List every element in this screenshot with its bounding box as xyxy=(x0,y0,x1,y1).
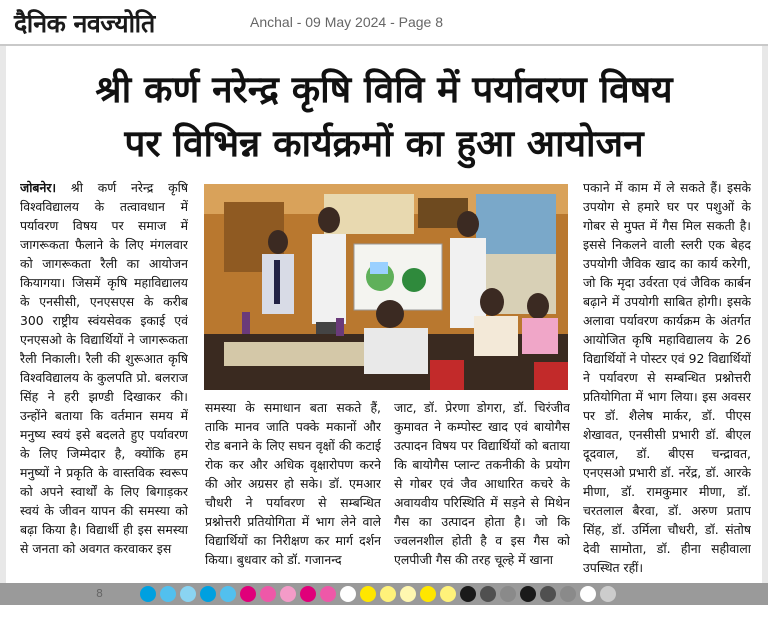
color-swatch xyxy=(280,586,296,602)
article-column-3: जाट, डॉ. प्रेरणा डोगरा, डॉ. चिरंजीव कुमावत ने कम्पोस्ट खाद एवं बायोगैस उत्पादन विषय पर विद्यार्थियों को बताया कि बायोगैस प्लान्ट तकनीकी के प्रयोग से गोबर एवं जैव आधारित कचरे के अवायवीय परिस्थिति में सड़ने से मिथेन गैस का उत्पादन होता है। जो कि ज्वलनशील होती है व इस गैस को एलपीजी गैस की तरह चूल्हे में खाना xyxy=(394,400,570,567)
color-swatch xyxy=(600,586,616,602)
color-swatch xyxy=(140,586,156,602)
color-swatch xyxy=(520,586,536,602)
color-swatch xyxy=(500,586,516,602)
color-swatch xyxy=(460,586,476,602)
color-swatch xyxy=(260,586,276,602)
color-swatch xyxy=(240,586,256,602)
color-swatch xyxy=(220,586,236,602)
color-swatch xyxy=(180,586,196,602)
color-swatch xyxy=(320,586,336,602)
masthead xyxy=(0,0,768,44)
page-edge-left xyxy=(0,46,6,586)
color-swatch xyxy=(380,586,396,602)
article-column-2: समस्या के समाधान बता सकते हैं, ताकि मानव जाति पक्के मकानों और रोड बनाने के लिए सघन वृक्षों की कटाई रोक कर और अधिक वृक्षारोपण करने की ओर अग्रसर हो सके। डॉ. एमआर चौधरी ने पर्यावरण से सम्बन्धित प्रश्नोत्तरी प्रतियोगिता में भाग लेने वाले विद्यार्थियों का निरीक्षण कर मार्ग दर्शन किया। बुधवार को डॉ. गजानन्द xyxy=(205,400,381,567)
color-swatch xyxy=(560,586,576,602)
color-swatch xyxy=(400,586,416,602)
headline-line-1: श्री कर्ण नरेन्द्र कृषि विवि में पर्यावरण विषय xyxy=(95,68,673,111)
color-swatch xyxy=(300,586,316,602)
color-swatch xyxy=(480,586,496,602)
headline-line-2: पर विभिन्न कार्यक्रमों का हुआ आयोजन xyxy=(124,122,644,165)
color-swatch xyxy=(160,586,176,602)
page-edge-right xyxy=(762,46,768,586)
dateline: जोबनेर। xyxy=(20,180,57,195)
color-swatch xyxy=(360,586,376,602)
article-text-1: श्री कर्ण नरेन्द्र कृषि विश्वविद्यालय के तत्वावधान में पर्यावरण विषय पर समाज में जागरूकता फैलाने के लिए मंगलवार को जागरूकता रैली का आयोजन कियागया। जिसमें कृषि महाविद्यालय के एनसीसी, एनएसएस के करीब 300 राष्ट्रीय स्वंयसेवक इकाई एवं एनएसओ के विद्यार्थियों ने जागरूकता रैली निकाली। रैली की शुरूआत कृषि विश्वविद्यालय के कुलपति प्रो. बलराज सिंह ने हरी झण्डी दिखाकर की। उन्होंने बताया कि वर्तमान समय में मनुष्य स्वयं इसे बदलते हुए पर्यावरण के लिए जिम्मेदार है, क्योंकि हम मनुष्यों ने प्रकृति के वास्तविक स्वरूप को अपने स्वार्थों के लिए बिगाड़कर स्वयं के जीवन यापन की समस्या को बढ़ा किया है। विद्यार्थी ही इस समस्या से जनता को अवगत करवाकर इस xyxy=(20,180,188,556)
color-swatch xyxy=(420,586,436,602)
photo-illustration xyxy=(204,184,568,390)
news-photo xyxy=(204,184,568,390)
color-swatch xyxy=(540,586,556,602)
color-swatch xyxy=(440,586,456,602)
color-swatch xyxy=(200,586,216,602)
newspaper-logo: दैनिक नवज्योति xyxy=(14,9,155,38)
page-number: 8 xyxy=(96,587,103,600)
edition-info: Anchal - 09 May 2024 - Page 8 xyxy=(250,14,444,30)
color-swatch xyxy=(580,586,596,602)
article-column-1 xyxy=(20,178,188,582)
article-column-4: पकाने में काम में ले सकते हैं। इसके उपयोग से हमारे घर पर पशुओं के गोबर से मुफ्त में गैस मिल सकती है। इससे निकलने वाली स्लरी एक बेहद उपयोगी जैविक खाद का कार्य करेगी, जो कि मृदा उर्वरता एवं जैविक कार्बन बढ़ाने में उपयोगी साबित होगी। इसके अलावा पर्यावरण कार्यक्रम के अंतर्गत आयोजित कृषि महाविद्यालय के 26 विद्यार्थियों ने पोस्टर एवं 92 विद्यार्थियों ने पर्यावरण से सम्बन्धित प्रश्नोत्तरी प्रतियोगिता में भाग लिया। इस अवसर पर डॉ. शैलेष मार्कर, डॉ. पीएस शेखावत, एनसीसी प्रभारी डॉ. बीएल दूदवाल, डॉ. बीएस चन्द्रावत, एनएसओ प्रभारी डॉ. नरेंद्र, डॉ. आरके मीणा, डॉ. रामकुमार मीणा, डॉ. चरतलाल बैरवा, डॉ. अरुण प्रताप सिंह, डॉ. उर्मिला चौधरी, डॉ. संतोष देवी सामोता, डॉ. हीना सहीवाला उपस्थित रहीं। xyxy=(583,180,751,575)
masthead-divider xyxy=(0,44,768,46)
color-swatch xyxy=(340,586,356,602)
page-bottom-margin xyxy=(0,605,768,641)
